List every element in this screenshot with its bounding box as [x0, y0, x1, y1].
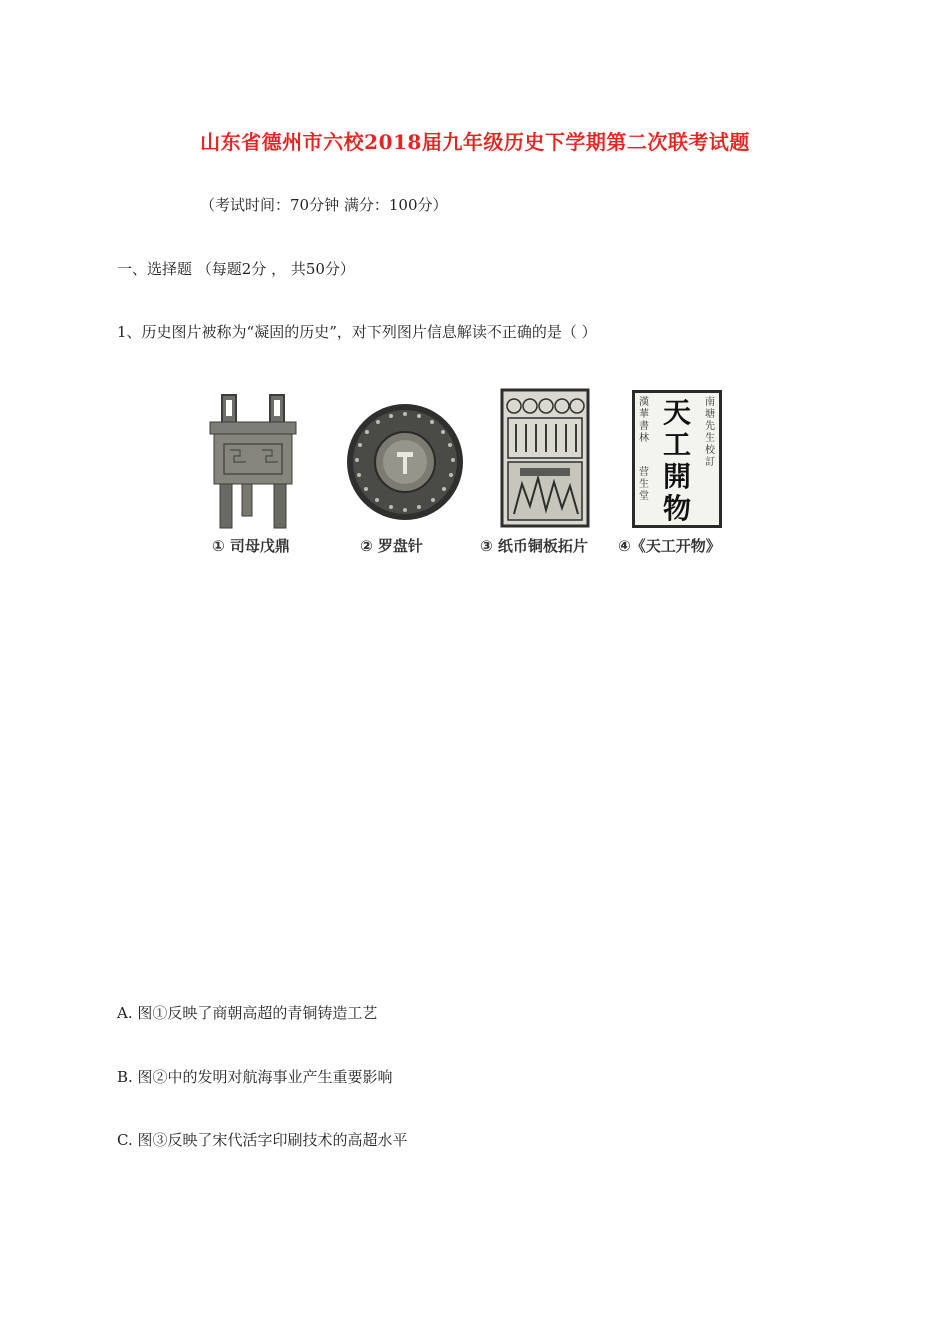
banknote-plate-image [500, 388, 590, 528]
book-title: 天工開物 [662, 396, 691, 525]
page-title: 山东省德州市六校2018届九年级历史下学期第二次联考试题 [200, 130, 750, 154]
caption-3: ③ 纸币铜板拓片 [480, 537, 588, 555]
book-bottom-left: 营生堂 [639, 467, 649, 502]
caption-4: ④《天工开物》 [618, 537, 721, 555]
caption-2: ② 罗盘针 [360, 537, 423, 555]
book-cover-image [632, 390, 722, 528]
ding-image [202, 390, 302, 540]
book-side-right: 南塘先生校訂 [705, 397, 715, 468]
compass-image [345, 400, 465, 530]
question-figure [190, 380, 760, 560]
exam-info: （考试时间：70分钟 满分：100分） [200, 196, 448, 214]
question-1: 1、历史图片被称为“凝固的历史”，对下列图片信息解读不正确的是（ ） [117, 323, 597, 341]
option-a: A. 图①反映了商朝高超的青铜铸造工艺 [117, 1004, 378, 1022]
option-c: C. 图③反映了宋代活字印刷技术的高超水平 [117, 1131, 408, 1149]
book-side-left: 漢華書林 [639, 397, 649, 444]
caption-1: ① 司母戊鼎 [212, 537, 290, 555]
option-b: B. 图②中的发明对航海事业产生重要影响 [117, 1068, 393, 1086]
section-heading: 一、选择题 （每题2分 ， 共50分） [117, 260, 355, 278]
